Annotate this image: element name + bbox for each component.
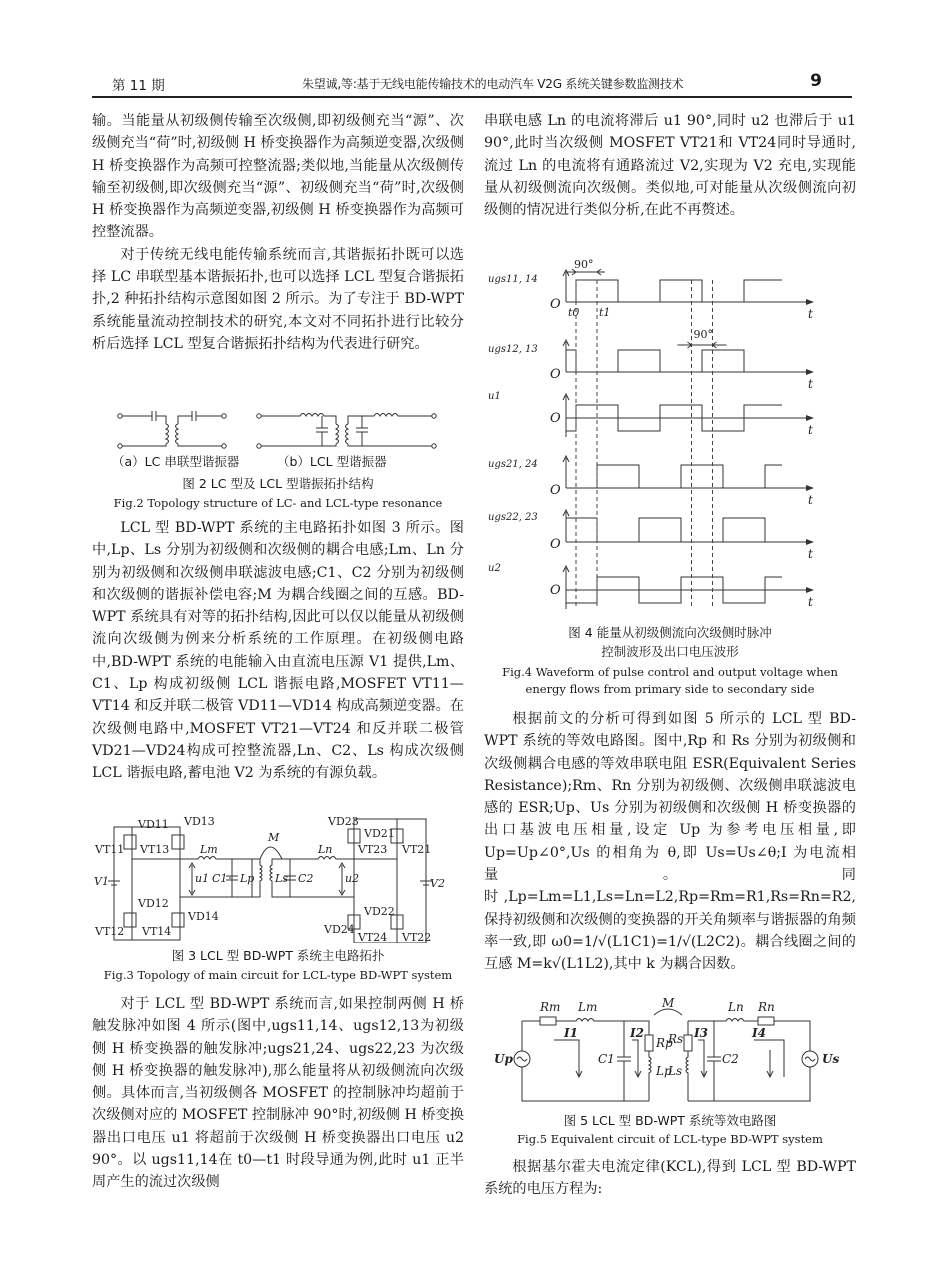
- label-V1: V1: [94, 875, 109, 888]
- paragraph: LCL 型 BD-WPT 系统的主电路拓扑如图 3 所示。图中,Lp、Ls 分别为初级侧和次级侧的耦合电感;Lm、Ln 分别为初级侧和次级侧串联滤波电感;C1、C2 分别为初级侧和次级侧的谐振补偿电容;M 为耦合线圈之间的互感。BD-WPT 系统具有对等的拓扑结构,因此可以仅以能量从初级侧流向次级侧为例来分析系统的工作原理。在初级侧电路中,BD-WPT 系统的电能输入由直流电压源 V1 提供,Lm、C1、Lp 构成初级侧 LCL 谐振电路,MOSFET VT11—VT14 和反并联二极管 VD11—VD14 构成高频逆变器。在次级侧电路中,MOSFET VT21—VT24 和反并联二极管 VD21—VD24构成可控整流器,Ln、C2、Ls 构成次级侧 LCL 谐振电路,蓄电池 V2 为系统的有源负载。: [92, 520, 464, 782]
- issue-number: 第 11 期: [112, 78, 165, 94]
- label-Up: Up: [494, 1052, 513, 1066]
- label-C1: C1: [598, 1052, 615, 1066]
- label-VD23: VD23: [328, 815, 359, 828]
- figure-caption-en: Fig.5 Equivalent circuit of LCL-type BD-WPT system: [517, 1132, 823, 1146]
- figure-caption-en: Fig.2 Topology structure of LC- and LCL-type resonance: [113, 496, 443, 510]
- subcaption-a: （a）LC 串联型谐振器: [112, 454, 240, 469]
- label-VD11: VD11: [138, 818, 169, 831]
- label-Ls: Ls: [275, 872, 288, 885]
- t-axis-arrow: [806, 485, 814, 491]
- running-header: [92, 72, 852, 98]
- waveform-trace: [566, 518, 782, 542]
- label-Rs: Rs: [668, 1032, 684, 1046]
- figure-caption-cn: 图 5 LCL 型 BD-WPT 系统等效电路图: [563, 1113, 777, 1128]
- waveform-trace: [566, 350, 782, 372]
- running-title: 朱望诚,等:基于无线电能传输技术的电动汽车 V2G 系统关键参数监测技术: [302, 77, 684, 91]
- t-axis-arrow: [806, 539, 814, 545]
- figure-caption-cn: 图 3 LCL 型 BD-WPT 系统主电路拓扑: [171, 948, 385, 963]
- left-column: [92, 110, 464, 355]
- label-Lm: Lm: [578, 1000, 598, 1014]
- t-axis-arrow: [806, 587, 814, 593]
- label-VD12: VD12: [138, 897, 169, 910]
- paragraph: 根据基尔霍夫电流定律(KCL),得到 LCL 型 BD-WPT 系统的电压方程为:: [484, 1159, 856, 1198]
- figure-caption-en-line2: energy flows from primary side to secondary side: [525, 682, 815, 696]
- signal-label: u2: [488, 563, 501, 574]
- waveform-chart: [484, 250, 856, 620]
- label-Lp: Lp: [656, 1064, 672, 1078]
- label-VD24: VD24: [324, 923, 355, 936]
- phase-label-90: 90°: [574, 258, 594, 271]
- figure-caption-cn-line1: 图 4 能量从初级侧流向次级侧时脉冲: [568, 625, 772, 640]
- signal-label: ugs21, 24: [488, 459, 538, 470]
- label-VT24: VT24: [358, 931, 388, 943]
- label-C2: C2: [722, 1052, 739, 1066]
- label-C1: C1: [212, 872, 228, 885]
- t0-label: t0: [568, 306, 580, 319]
- t-axis-label: t: [808, 377, 813, 391]
- label-Ln: Ln: [318, 843, 333, 856]
- origin-label: O: [550, 537, 561, 552]
- label-Us: Us: [822, 1052, 840, 1066]
- label-VT23: VT23: [358, 843, 388, 856]
- figure-2: [92, 408, 464, 516]
- right-column: [484, 110, 856, 221]
- label-I3: I3: [694, 1026, 708, 1040]
- label-Lm: Lm: [200, 843, 218, 856]
- t-axis-arrow: [806, 369, 814, 375]
- signal-label: ugs12, 13: [488, 344, 538, 355]
- figure-4: [484, 250, 856, 702]
- label-VT14: VT14: [142, 925, 172, 938]
- figure-caption-cn: 图 2 LC 型及 LCL 型谐振拓扑结构: [182, 476, 374, 491]
- label-V2: V2: [430, 877, 445, 890]
- label-I2: I2: [630, 1026, 644, 1040]
- t-axis-arrow: [806, 299, 814, 305]
- label-VD14: VD14: [188, 910, 219, 923]
- paragraph: 输。当能量从初级侧传输至次级侧,即初级侧充当“源”、次级侧充当“荷”时,初级侧 H 桥变换器作为高频逆变器,次级侧 H 桥变换器作为高频可控整流器;类似地,当能量从次级侧传输至初级侧,即次级侧充当“源”、初级侧充当“荷”时,次级侧 H 桥变换器作为高频逆变器,初级侧 H 桥变换器作为高频可控整流器。: [92, 113, 464, 241]
- origin-label: O: [550, 297, 561, 312]
- t-axis-arrow: [806, 415, 814, 421]
- t-axis-label: t: [808, 547, 813, 561]
- label-VT13: VT13: [140, 843, 170, 856]
- subcaption-b: （b）LCL 型谐振器: [277, 454, 387, 469]
- signal-label: ugs11, 14: [488, 274, 538, 285]
- origin-label: O: [550, 411, 561, 426]
- signal-label: ugs22, 23: [488, 512, 538, 523]
- equivalent-circuit-diagram: [484, 995, 856, 1107]
- paragraph: 根据前文的分析可得到如图 5 所示的 LCL 型 BD-WPT 系统的等效电路图。图中,Rp 和 Rs 分别为初级侧和次级侧耦合电感的等效串联电阻 ESR(Equivalent Series Resistance);Rm、Rn 分别为初级侧、次级侧串联滤波电感的 ESR;Up、Us 分别为初级侧和次级侧 H 桥变换器的出口基波电压相量,设定 Up 为参考电压相量,即 Up=Up∠0°,Us 的相角为 θ,即 Us=Us∠θ;I 为电流相量。同时,Lp=Lm=L1,Ls=Ln=L2,Rp=Rm=R1,Rs=Rn=R2,保持初级侧和次级侧的变换器的开关角频率与谐振器的角频率一致,即 ω0=1/√(L1C1)=1/√(L2C2)。耦合线圈之间的互感 M=k√(L1L2),其中 k 为耦合因数。: [484, 711, 856, 973]
- label-u2: u2: [345, 872, 360, 885]
- label-M: M: [268, 831, 280, 844]
- label-Rn: Rn: [758, 1000, 775, 1014]
- label-VT22: VT22: [402, 931, 432, 943]
- origin-label: O: [550, 583, 561, 598]
- figure-5: [484, 995, 856, 1153]
- figure-3: [92, 815, 464, 987]
- label-VT11: VT11: [95, 843, 125, 856]
- label-Lp: Lp: [240, 872, 255, 885]
- label-VT21: VT21: [402, 843, 432, 856]
- main-circuit-diagram: [92, 815, 464, 943]
- label-VD22: VD22: [364, 905, 395, 918]
- t-axis-label: t: [808, 595, 813, 609]
- t-axis-label: t: [808, 493, 813, 507]
- phase-label-90: 90°: [693, 328, 713, 341]
- origin-label: O: [550, 367, 561, 382]
- right-column-bottom: [484, 1156, 856, 1201]
- label-C2: C2: [298, 872, 314, 885]
- t-axis-label: t: [808, 423, 813, 437]
- waveform-trace: [566, 280, 782, 302]
- paragraph: 对于 LCL 型 BD-WPT 系统而言,如果控制两侧 H 桥触发脉冲如图 4 所示(图中,ugs11,14、ugs12,13为初级侧 H 桥变换器的触发脉冲;ugs21,24、ugs22,23 为次级侧 H 桥变换器的触发脉冲),那么能量将从初级侧流向次级侧。具体而言,当初级侧各 MOSFET 的控制脉冲均超前于次级侧对应的 MOSFET 控制脉冲 90°时,初级侧 H 桥变换器出口电压 u1 将超前于次级侧 H 桥变换器出口电压 u2 90°。以 ugs11,14在 t0—t1 时段导通为例,此时 u1 正半周产生的流过次级侧: [92, 996, 464, 1191]
- label-M: M: [662, 996, 675, 1010]
- phase-arrow: [678, 342, 727, 348]
- label-VD13: VD13: [184, 815, 215, 828]
- t-axis-label: t: [808, 307, 813, 321]
- page-number: 9: [810, 71, 822, 91]
- left-column-bottom: [92, 993, 464, 1194]
- figure-caption-en-line1: Fig.4 Waveform of pulse control and output voltage when: [502, 665, 838, 679]
- label-Ln: Ln: [728, 1000, 744, 1014]
- origin-label: O: [550, 483, 561, 498]
- figure-caption-en: Fig.3 Topology of main circuit for LCL-type BD-WPT system: [103, 968, 453, 982]
- left-column-mid: [92, 517, 464, 785]
- label-I4: I4: [752, 1026, 766, 1040]
- figure-caption-cn-line2: 控制波形及出口电压波形: [601, 644, 739, 659]
- label-Rm: Rm: [540, 1000, 561, 1014]
- label-VD21: VD21: [364, 827, 395, 840]
- label-u1: u1: [195, 872, 210, 885]
- paragraph: 串联电感 Ln 的电流将滞后 u1 90°,同时 u2 也滞后于 u1 90°,此时当次级侧 MOSFET VT21和 VT24同时导通时,流过 Ln 的电流将有通路流过 V2,实现为 V2 充电,实现能量从初级侧流向次级侧。类似地,可对能量从次级侧流向初级侧的情况进行类似分析,在此不再赘述。: [484, 113, 856, 219]
- signal-label: u1: [488, 391, 501, 402]
- label-I1: I1: [564, 1026, 578, 1040]
- label-VT12: VT12: [95, 925, 125, 938]
- label-Rp: Rp: [656, 1036, 673, 1050]
- t1-label: t1: [599, 306, 611, 319]
- right-column-mid: [484, 708, 856, 976]
- label-Ls: Ls: [668, 1064, 683, 1078]
- waveform-trace: [566, 465, 782, 488]
- paragraph: 对于传统无线电能传输系统而言,其谐振拓扑既可以选择 LC 串联型基本谐振拓扑,也可以选择 LCL 型复合谐振拓扑,2 种拓扑结构示意图如图 2 所示。为了专注于 BD-WPT 系统能量流动控制技术的研究,本文对不同拓扑进行比较分析后选择 LCL 型复合谐振拓扑结构为代表进行研究。: [92, 246, 464, 352]
